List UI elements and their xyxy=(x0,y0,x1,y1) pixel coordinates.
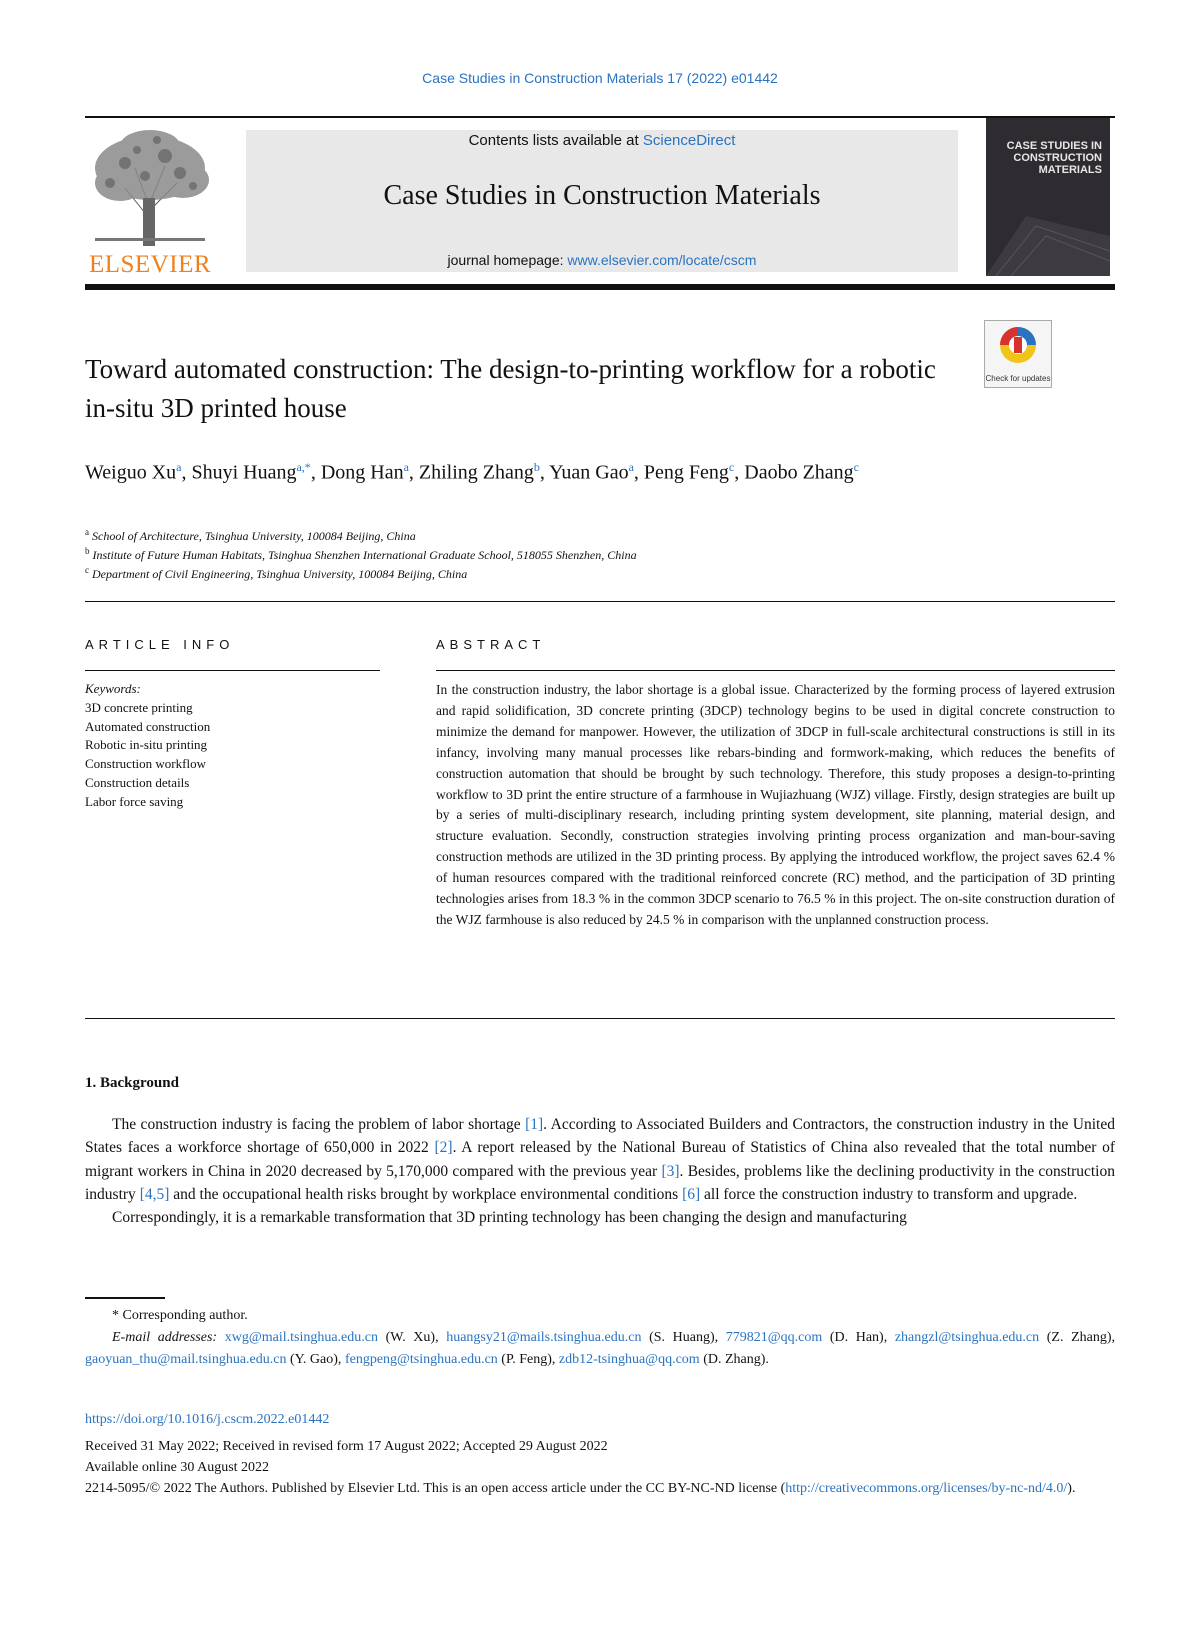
abstract-text: In the construction industry, the labor shortage is a global issue. Characterized by the forming process of layered extrusion and rapid solidification, 3D concrete printing (3DCP) technology begins to be used in digital concrete construction to minimize the demand for manpower. However, the utilization of 3DCP in full-scale architectural constructions is still in its infancy, involving many manual processes like rebars-binding and formwork-making, which reduces the benefits of construction automation that should be brought by such technology. Therefore, this study proposes a design-to-printing workflow to 3D print the entire structure of a farmhouse in Wujiazhuang (WJZ) village. Firstly, design strategies are built up by a series of multi-disciplinary research, including printing system development, site planning, material design, and structure evaluation. Secondly, construction strategies involving printing process organization and man-bour-saving construction methods are utilized in the 3D printing process. By applying the introduced workflow, the project saves 62.4 % of human resources compared with the traditional reinforced concrete (RC) method, and the participation of 3D printing technologies arises from 18.3 % in the common 3DCP scenario to 76.5 % in this project. The on-site construction duration of the WJZ farmhouse is also reduced by 24.5 % in comparison with the unplanned construction process. xyxy=(436,682,1115,927)
keyword-item: Labor force saving xyxy=(85,793,184,809)
citation-link[interactable]: [4,5] xyxy=(139,1185,170,1203)
keyword-item: Construction details xyxy=(85,774,190,790)
text-run: all force the construction industry to transform and upgrade. xyxy=(700,1185,1078,1203)
text-run: . According to Associated Builders and Contractors, the construction industry in the United States faces a workforce shortage of 650,000 in 2022 xyxy=(85,1116,1115,1157)
author-affiliation-marker[interactable]: a xyxy=(628,460,634,474)
keywords-label: Keywords: xyxy=(85,681,141,696)
author-name[interactable]: Shuyi Huang xyxy=(191,461,297,484)
author-name[interactable]: Yuan Gao xyxy=(549,461,629,484)
author-affiliation-marker[interactable]: c xyxy=(853,460,859,474)
email-link[interactable]: huangsy21@mails.tsinghua.edu.cn xyxy=(446,1330,642,1345)
author-affiliation-marker[interactable]: c xyxy=(728,460,735,474)
paragraph xyxy=(85,1113,1115,1206)
email-link[interactable]: xwg@mail.tsinghua.edu.cn xyxy=(224,1330,378,1345)
affiliation-text: Institute of Future Human Habitats, Tsinghua Shenzhen International Graduate School, 518055 Shenzhen, China xyxy=(92,548,637,562)
citation-link[interactable]: [3] xyxy=(661,1162,680,1180)
homepage-line xyxy=(246,252,958,268)
author-affiliation-marker[interactable]: a xyxy=(403,460,409,474)
author-affiliation-marker[interactable]: a xyxy=(176,460,182,474)
contents-line xyxy=(246,132,958,149)
keyword-item: Construction workflow xyxy=(85,756,206,772)
author-name[interactable]: Peng Feng xyxy=(643,461,729,484)
citation-link[interactable]: [6] xyxy=(682,1185,701,1203)
divider xyxy=(85,670,380,671)
keywords-block xyxy=(85,680,385,812)
license-link[interactable]: http://creativecommons.org/licenses/by-nc-nd/4.0/ xyxy=(785,1481,1068,1496)
keyword-item: 3D concrete printing xyxy=(85,699,193,715)
header-top-rule xyxy=(85,116,1115,118)
email-link[interactable]: gaoyuan_thu@mail.tsinghua.edu.cn xyxy=(85,1352,287,1367)
affiliation-text: School of Architecture, Tsinghua University, 100084 Beijing, China xyxy=(92,529,416,543)
license-suffix: ). xyxy=(1067,1481,1076,1496)
email-link[interactable]: 779821@qq.com xyxy=(725,1330,823,1345)
email-link[interactable]: zhangzl@tsinghua.edu.cn xyxy=(894,1330,1040,1345)
corresponding-author-note: * Corresponding author. xyxy=(112,1308,248,1323)
elsevier-logo[interactable] xyxy=(85,128,215,276)
affiliation-text: Department of Civil Engineering, Tsinghua University, 100084 Beijing, China xyxy=(92,567,468,581)
article-title: Toward automated construction: The design-to-printing workflow for a robotic in-situ 3D printed house xyxy=(85,354,936,423)
email-label: E-mail addresses: xyxy=(112,1330,218,1345)
text-run: . Besides, problems like the declining productivity in the construction industry xyxy=(85,1162,1115,1203)
sciencedirect-link[interactable]: ScienceDirect xyxy=(642,132,736,149)
email-owner: (P. Feng), xyxy=(497,1352,559,1367)
email-owner: (W. Xu), xyxy=(377,1330,447,1345)
abstract-heading: ABSTRACT xyxy=(436,637,546,652)
journal-reference[interactable]: Case Studies in Construction Materials 17 (2022) e01442 xyxy=(422,70,778,86)
text-run: and the occupational health risks brought by workplace environmental conditions xyxy=(169,1185,683,1203)
footnotes xyxy=(85,1305,1115,1371)
homepage-prefix: journal homepage: xyxy=(447,252,564,268)
email-link[interactable]: zdb12-tsinghua@qq.com xyxy=(558,1352,700,1367)
divider xyxy=(85,1018,1115,1019)
cover-title: CASE STUDIES IN CONSTRUCTION MATERIALS xyxy=(1006,140,1102,176)
received-dates: Received 31 May 2022; Received in revised form 17 August 2022; Accepted 29 August 2022 xyxy=(85,1439,608,1454)
email-owner: (Y. Gao), xyxy=(286,1352,345,1367)
author-name[interactable]: Weiguo Xu xyxy=(85,461,177,484)
affiliation-key: c xyxy=(85,565,89,575)
citation-link[interactable]: [2] xyxy=(434,1139,453,1157)
contents-prefix: Contents lists available at xyxy=(468,132,639,149)
journal-cover-image[interactable] xyxy=(986,118,1110,276)
keyword-item: Automated construction xyxy=(85,718,211,734)
cover-pattern xyxy=(986,196,1110,276)
elsevier-wordmark: ELSEVIER xyxy=(88,251,212,278)
article-info-heading: ARTICLE INFO xyxy=(85,637,235,652)
author-name[interactable]: Dong Han xyxy=(320,461,404,484)
citation-link[interactable]: [1] xyxy=(525,1116,544,1133)
text-run: The construction industry is facing the problem of labor shortage xyxy=(112,1116,526,1133)
journal-title: Case Studies in Construction Materials xyxy=(383,180,821,211)
check-for-updates-badge[interactable] xyxy=(984,320,1052,388)
email-owner: (D. Zhang). xyxy=(699,1352,769,1367)
crossmark-icon xyxy=(985,321,1051,371)
article-history xyxy=(85,1436,1115,1478)
divider xyxy=(85,601,1115,602)
divider xyxy=(436,670,1115,671)
license-prefix: 2214-5095/© 2022 The Authors. Published by Elsevier Ltd. This is an open access article under the CC BY-NC-ND license ( xyxy=(85,1481,786,1496)
email-owner: (S. Huang), xyxy=(641,1330,726,1345)
text-run: . A report released by the National Bureau of Statistics of China also revealed that the total number of migrant workers in China in 2020 decreased by 5,170,000 compared with the previous year xyxy=(85,1139,1116,1180)
affiliation-a xyxy=(85,527,1085,544)
author-affiliation-marker[interactable]: a,* xyxy=(296,460,311,474)
affiliation-c xyxy=(85,565,1085,582)
available-online: Available online 30 August 2022 xyxy=(85,1460,270,1475)
email-addresses xyxy=(85,1327,1115,1371)
affiliation-key: b xyxy=(85,546,90,556)
author-name[interactable]: Zhiling Zhang xyxy=(418,461,534,484)
keyword-item: Robotic in-situ printing xyxy=(85,737,208,753)
doi-link[interactable]: https://doi.org/10.1016/j.cscm.2022.e01442 xyxy=(85,1412,330,1427)
author-affiliation-marker[interactable]: b xyxy=(533,460,540,474)
section-heading: 1. Background xyxy=(85,1075,179,1091)
affiliation-key: a xyxy=(85,527,89,537)
elsevier-tree-icon xyxy=(85,128,215,246)
journal-homepage-link[interactable]: www.elsevier.com/locate/cscm xyxy=(567,252,757,268)
header-bottom-rule xyxy=(85,284,1115,290)
license-statement xyxy=(85,1478,1115,1499)
email-owner: (Z. Zhang), xyxy=(1039,1330,1116,1345)
email-owner: (D. Han), xyxy=(822,1330,895,1345)
email-link[interactable]: fengpeng@tsinghua.edu.cn xyxy=(344,1352,498,1367)
footnote-rule xyxy=(85,1297,165,1299)
paragraph: Correspondingly, it is a remarkable transformation that 3D printing technology has been changing the design and manufacturing xyxy=(112,1209,907,1227)
author-name[interactable]: Daobo Zhang xyxy=(744,461,854,484)
affiliation-b xyxy=(85,546,1085,563)
section-body xyxy=(85,1113,1115,1229)
author-list: Weiguo Xu$^a$, Shuyi Huang$^{a,*}$, Dong Han$^a$, Zhiling Zhang$^b$, Yuan Gao$^a$, Peng Feng$^c$, Daobo Zhang$^c$ xyxy=(85,460,859,484)
crossmark-label: Check for updates xyxy=(985,374,1051,383)
